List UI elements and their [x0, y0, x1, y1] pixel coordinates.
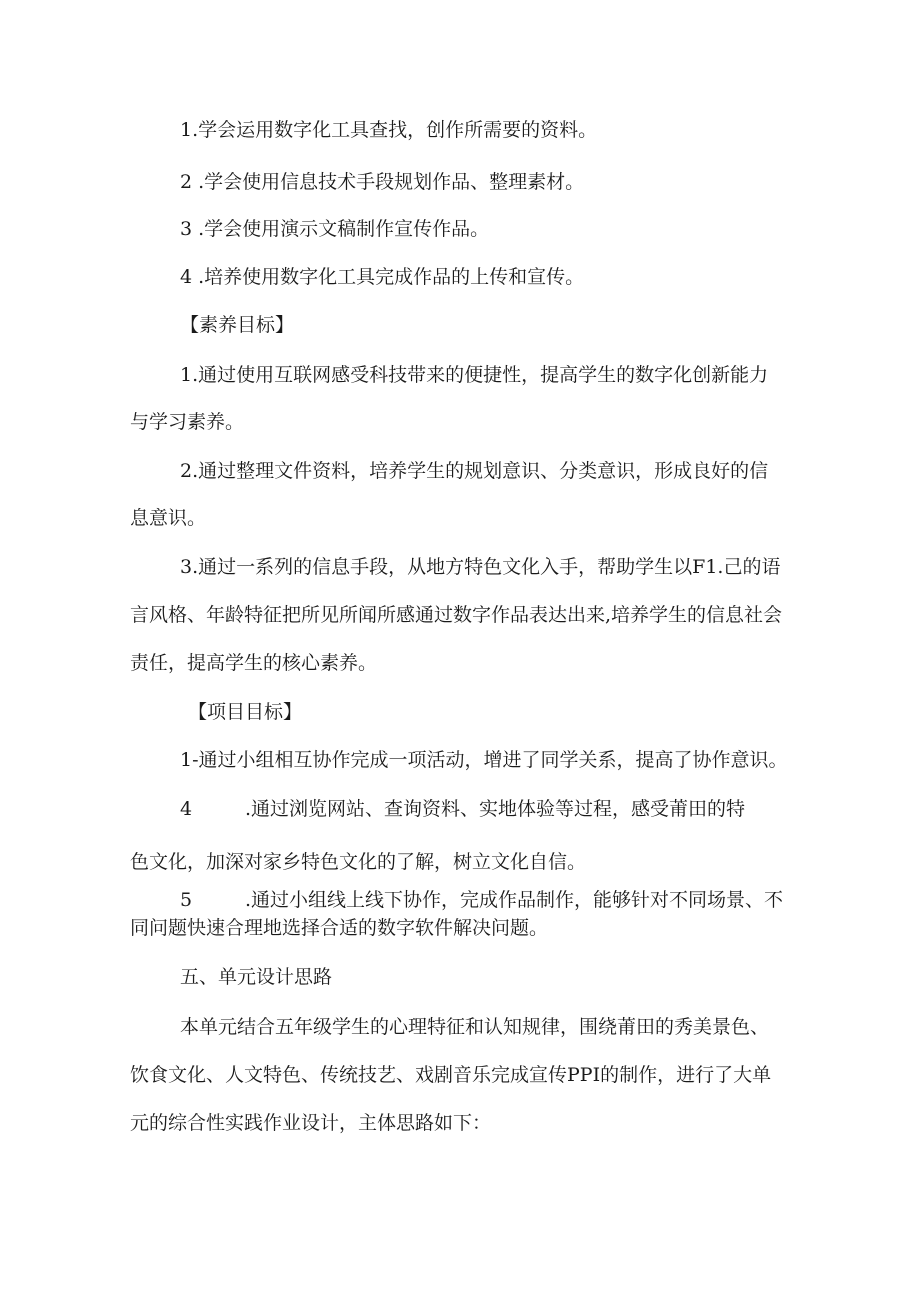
- knowledge-goal-2: 2 .学会使用信息技术手段规划作品、整理素材。: [180, 171, 585, 193]
- section-5-heading: 五、单元设计思路: [180, 966, 333, 988]
- literacy-item-3-line-3: 责任，提高学生的核心素养。: [130, 652, 378, 674]
- literacy-item-3-line-2: 言风格、年龄特征把所见所闻所感通过数字作品表达出来,培养学生的信息社会: [130, 604, 783, 626]
- literacy-item-1-line-2: 与学习素养。: [130, 411, 245, 433]
- section-5-para-line-1: 本单元结合五年级学生的心理特征和认知规律，围绕莆田的秀美景色、: [180, 1016, 770, 1038]
- knowledge-goal-1: 1.学会运用数字化工具查找，创作所需要的资料。: [180, 119, 598, 141]
- literacy-item-1-line-1: 1.通过使用互联网感受科技带来的便捷性，提高学生的数字化创新能力: [180, 364, 769, 386]
- project-item-2-number: 4: [180, 798, 193, 820]
- project-heading: 【项目目标】: [188, 701, 303, 723]
- project-item-1: 1-通过小组相互协作完成一项活动，增进了同学关系，提高了协作意识。: [180, 749, 788, 771]
- section-5-para-line-3: 元的综合性实践作业设计，主体思路如下：: [130, 1112, 492, 1134]
- project-item-3-line-1: .通过小组线上线下协作，完成作品制作，能够针对不同场景、不: [245, 889, 784, 911]
- project-item-2-line-1: .通过浏览网站、查询资料、实地体验等过程，感受莆田的特: [245, 798, 746, 820]
- section-5-para-line-2: 饮食文化、人文特色、传统技艺、戏剧音乐完成宣传PPI的制作，进行了大单: [130, 1064, 772, 1086]
- project-item-2-line-2: 色文化，加深对家乡特色文化的了解，树立文化自信。: [130, 851, 587, 873]
- knowledge-goal-3: 3 .学会使用演示文稿制作宣传作品。: [180, 218, 490, 240]
- literacy-item-3-line-1: 3.通过一系列的信息手段，从地方特色文化入手，帮助学生以F1.己的语: [180, 556, 781, 578]
- knowledge-goal-4: 4 .培养使用数字化工具完成作品的上传和宣传。: [180, 266, 585, 288]
- project-item-3-number: 5: [180, 889, 193, 911]
- literacy-item-2-line-2: 息意识。: [130, 507, 207, 529]
- literacy-item-2-line-1: 2.通过整理文件资料，培养学生的规划意识、分类意识，形成良好的信: [180, 460, 769, 482]
- project-item-3-line-2: 同问题快速合理地选择合适的数字软件解决问题。: [130, 917, 549, 939]
- literacy-heading: 【素养目标】: [180, 314, 295, 336]
